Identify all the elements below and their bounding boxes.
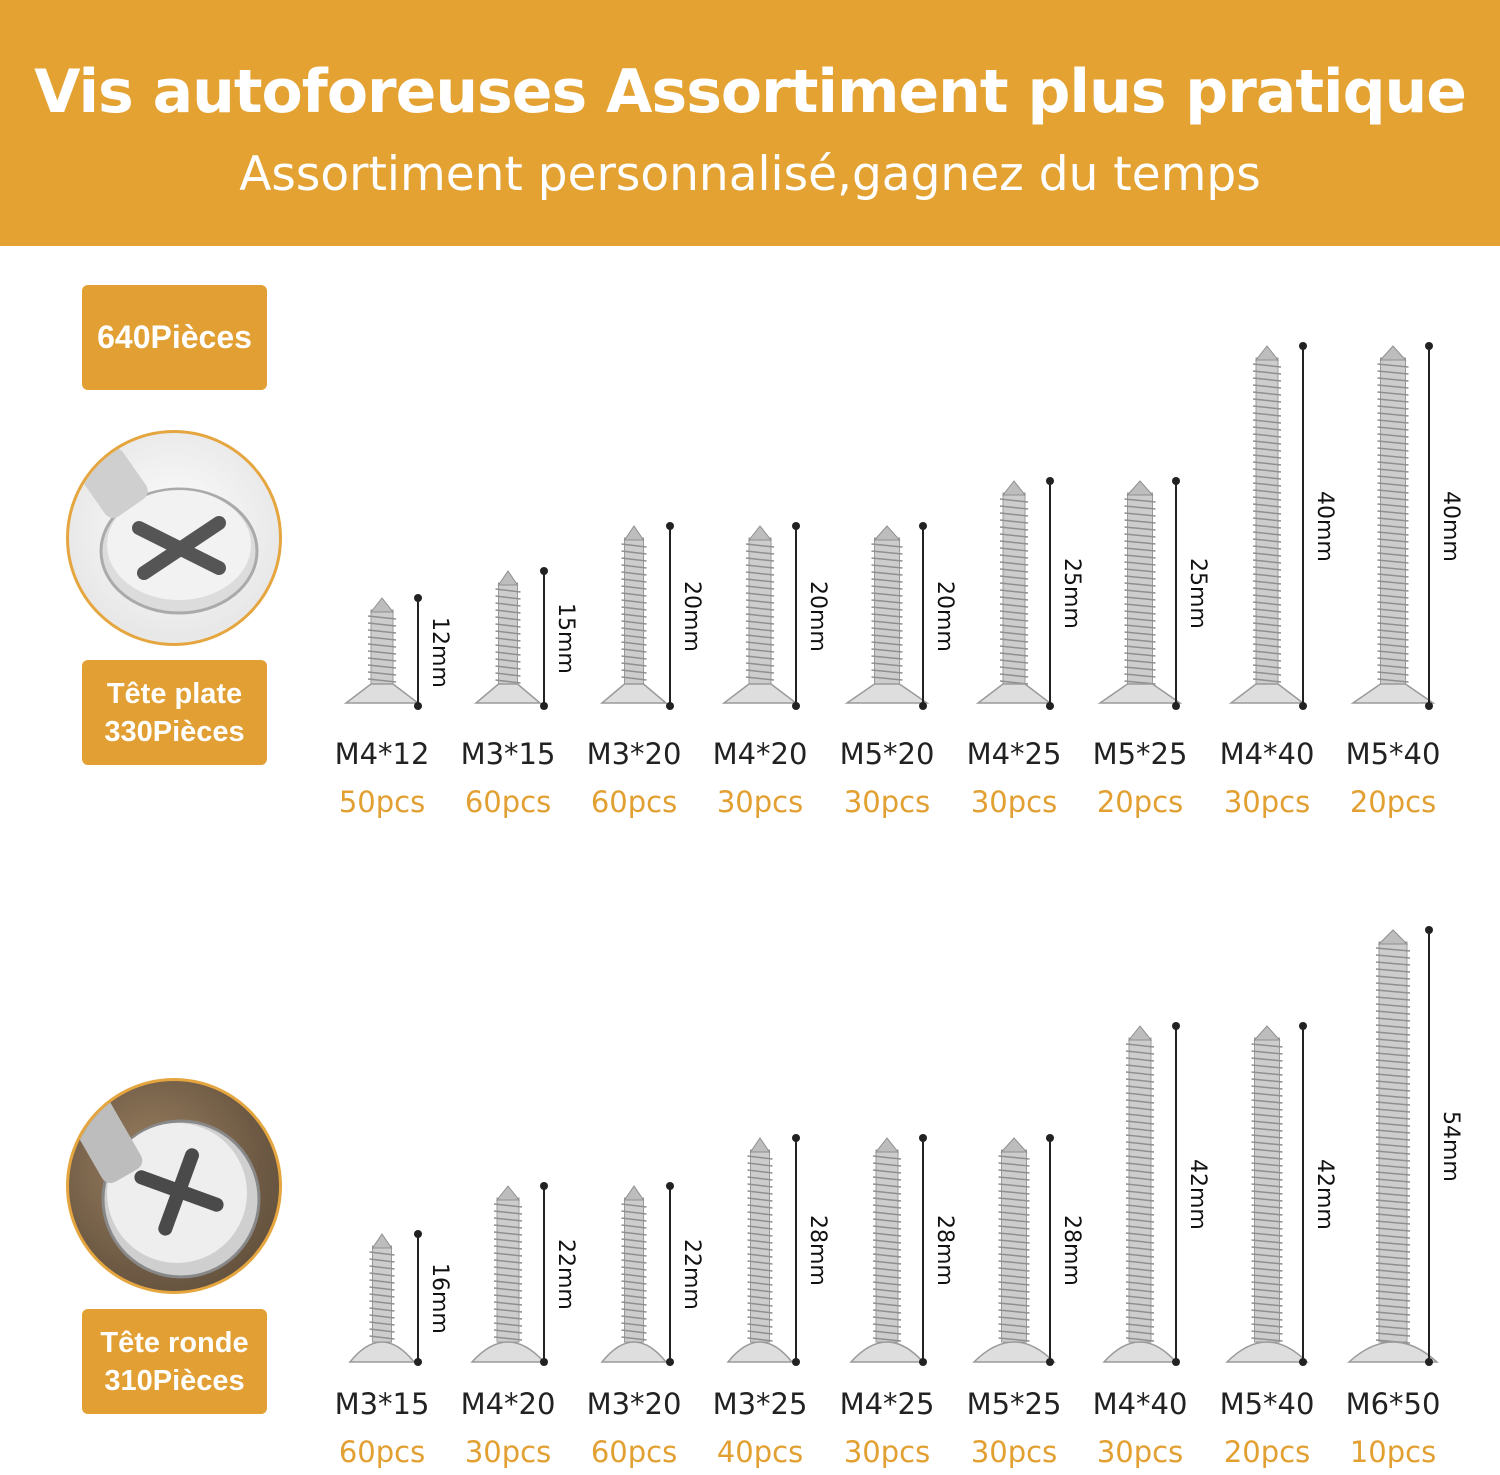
flat-head-type: Tête plate	[106, 677, 243, 710]
flat-screw-tip	[1003, 481, 1025, 495]
round-length-label: 22mm	[553, 1238, 578, 1310]
round-screw-head	[974, 1342, 1054, 1362]
round-dimension-dot	[1046, 1358, 1054, 1366]
round-length-label: 28mm	[805, 1214, 830, 1286]
banner-subtitle: Assortiment personnalisé,gagnez du temps	[239, 147, 1261, 202]
total-count-label: 640Pièces	[97, 319, 252, 355]
round-size-label: M4*40	[1092, 1387, 1188, 1421]
round-dimension-dot	[1172, 1358, 1180, 1366]
flat-screw-head	[346, 684, 418, 703]
round-length-label: 22mm	[679, 1238, 704, 1310]
flat-length-label: 25mm	[1185, 558, 1210, 629]
flat-length-label: 15mm	[553, 603, 578, 674]
flat-dimension-dot	[1046, 702, 1054, 710]
round-quantity-label: 60pcs	[338, 1435, 426, 1469]
round-dimension-dot	[919, 1358, 927, 1366]
flat-length-label: 20mm	[805, 580, 830, 652]
flat-screw-head	[978, 684, 1050, 703]
flat-screw-tip	[371, 598, 393, 612]
round-quantity-label: 60pcs	[590, 1435, 678, 1469]
round-screw-head	[602, 1342, 666, 1362]
flat-quantity-label: 60pcs	[590, 785, 678, 819]
round-screw-tip	[751, 1138, 770, 1152]
round-screw-tip	[1002, 1138, 1027, 1152]
flat-length-label: 40mm	[1438, 490, 1463, 562]
round-quantity-label: 30pcs	[843, 1435, 931, 1469]
flat-dimension-dot	[414, 594, 422, 602]
flat-screw-tip	[1381, 346, 1406, 360]
round-dimension-dot	[1425, 1358, 1433, 1366]
round-length-label: 54mm	[1438, 1110, 1463, 1182]
flat-quantity-label: 60pcs	[464, 785, 552, 819]
round-length-label: 16mm	[427, 1262, 452, 1334]
flat-dimension-dot	[1172, 477, 1180, 485]
round-screw-tip	[1379, 930, 1407, 944]
flat-screw-head	[476, 684, 540, 703]
flat-length-label: 40mm	[1312, 490, 1337, 562]
round-length-label: 42mm	[1312, 1158, 1337, 1230]
flat-screw-head	[724, 684, 796, 703]
flat-dimension-dot	[919, 522, 927, 530]
round-size-label: M5*25	[966, 1387, 1062, 1421]
round-dimension-dot	[919, 1134, 927, 1142]
round-dimension-dot	[540, 1358, 548, 1366]
round-screw-head	[1349, 1342, 1437, 1362]
flat-size-label: M4*12	[334, 737, 430, 771]
flat-dimension-dot	[540, 567, 548, 575]
flat-length-label: 25mm	[1059, 558, 1084, 629]
flat-screw-tip	[625, 526, 644, 540]
round-quantity-label: 20pcs	[1223, 1435, 1311, 1469]
flat-dimension-dot	[792, 522, 800, 530]
round-dimension-dot	[666, 1182, 674, 1190]
round-size-label: M3*25	[712, 1387, 808, 1421]
flat-dimension-dot	[666, 702, 674, 710]
flat-dimension-dot	[666, 522, 674, 530]
round-size-label: M3*20	[586, 1387, 682, 1421]
flat-screw-tip	[1256, 346, 1278, 360]
flat-quantity-label: 30pcs	[970, 785, 1058, 819]
round-screw-head	[1227, 1342, 1307, 1362]
flat-quantity-label: 50pcs	[338, 785, 426, 819]
round-dimension-dot	[1046, 1134, 1054, 1142]
round-screw-tip	[876, 1138, 898, 1152]
flat-dimension-dot	[792, 702, 800, 710]
round-screw-tip	[1129, 1026, 1151, 1040]
flat-quantity-label: 30pcs	[716, 785, 804, 819]
round-head-type: Tête ronde	[100, 1326, 249, 1359]
flat-size-label: M3*15	[460, 737, 556, 771]
round-dimension-dot	[1425, 926, 1433, 934]
round-screw-tip	[1255, 1026, 1280, 1040]
flat-screw-tip	[875, 526, 900, 540]
round-screw-head	[728, 1342, 792, 1362]
flat-quantity-label: 20pcs	[1096, 785, 1184, 819]
round-quantity-label: 30pcs	[464, 1435, 552, 1469]
flat-screw-tip	[749, 526, 771, 540]
round-dimension-dot	[1299, 1022, 1307, 1030]
round-quantity-label: 40pcs	[716, 1435, 804, 1469]
round-screw-tip	[373, 1234, 392, 1248]
round-quantity-label: 30pcs	[970, 1435, 1058, 1469]
flat-dimension-dot	[1299, 342, 1307, 350]
round-dimension-dot	[1299, 1358, 1307, 1366]
round-quantity-label: 10pcs	[1349, 1435, 1437, 1469]
round-screw-head	[851, 1342, 923, 1362]
flat-screw-tip	[1128, 481, 1153, 495]
flat-size-label: M5*40	[1345, 737, 1441, 771]
flat-dimension-dot	[919, 702, 927, 710]
flat-length-label: 12mm	[427, 616, 452, 688]
round-size-label: M4*25	[839, 1387, 935, 1421]
round-length-label: 28mm	[1059, 1214, 1084, 1286]
flat-screw-head	[1353, 684, 1433, 703]
round-screw-shaft	[1379, 942, 1407, 1342]
flat-dimension-dot	[1299, 702, 1307, 710]
flat-dimension-dot	[540, 702, 548, 710]
flat-dimension-dot	[414, 702, 422, 710]
flat-screw-head	[1231, 684, 1303, 703]
flat-screw-tip	[499, 571, 518, 585]
round-quantity-label: 30pcs	[1096, 1435, 1184, 1469]
banner-title: Vis autoforeuses Assortiment plus pratique	[34, 57, 1466, 127]
flat-length-label: 20mm	[932, 580, 957, 652]
flat-quantity-label: 30pcs	[1223, 785, 1311, 819]
flat-size-label: M3*20	[586, 737, 682, 771]
flat-screw-head	[847, 684, 927, 703]
flat-size-label: M4*25	[966, 737, 1062, 771]
round-size-label: M4*20	[460, 1387, 556, 1421]
round-screw-tip	[625, 1186, 644, 1200]
round-head-count: 310Pièces	[104, 1364, 245, 1397]
round-length-label: 28mm	[932, 1214, 957, 1286]
round-length-label: 42mm	[1185, 1158, 1210, 1230]
flat-quantity-label: 30pcs	[843, 785, 931, 819]
flat-dimension-dot	[1425, 342, 1433, 350]
round-dimension-dot	[666, 1358, 674, 1366]
round-dimension-dot	[792, 1358, 800, 1366]
flat-size-label: M5*20	[839, 737, 935, 771]
flat-dimension-dot	[1046, 477, 1054, 485]
flat-screw-head	[602, 684, 666, 703]
flat-dimension-dot	[1425, 702, 1433, 710]
flat-head-count: 330Pièces	[104, 715, 245, 748]
round-size-label: M6*50	[1345, 1387, 1441, 1421]
flat-size-label: M4*20	[712, 737, 808, 771]
flat-size-label: M5*25	[1092, 737, 1188, 771]
round-screw-head	[350, 1342, 414, 1362]
round-dimension-dot	[414, 1230, 422, 1238]
round-dimension-dot	[792, 1134, 800, 1142]
round-dimension-dot	[1172, 1022, 1180, 1030]
round-size-label: M5*40	[1219, 1387, 1315, 1421]
flat-quantity-label: 20pcs	[1349, 785, 1437, 819]
round-screw-tip	[497, 1186, 519, 1200]
flat-dimension-dot	[1172, 702, 1180, 710]
flat-size-label: M4*40	[1219, 737, 1315, 771]
round-dimension-dot	[540, 1182, 548, 1190]
round-dimension-dot	[414, 1358, 422, 1366]
flat-length-label: 20mm	[679, 580, 704, 652]
round-screw-head	[472, 1342, 544, 1362]
round-size-label: M3*15	[334, 1387, 430, 1421]
flat-screw-head	[1100, 684, 1180, 703]
round-screw-head	[1104, 1342, 1176, 1362]
